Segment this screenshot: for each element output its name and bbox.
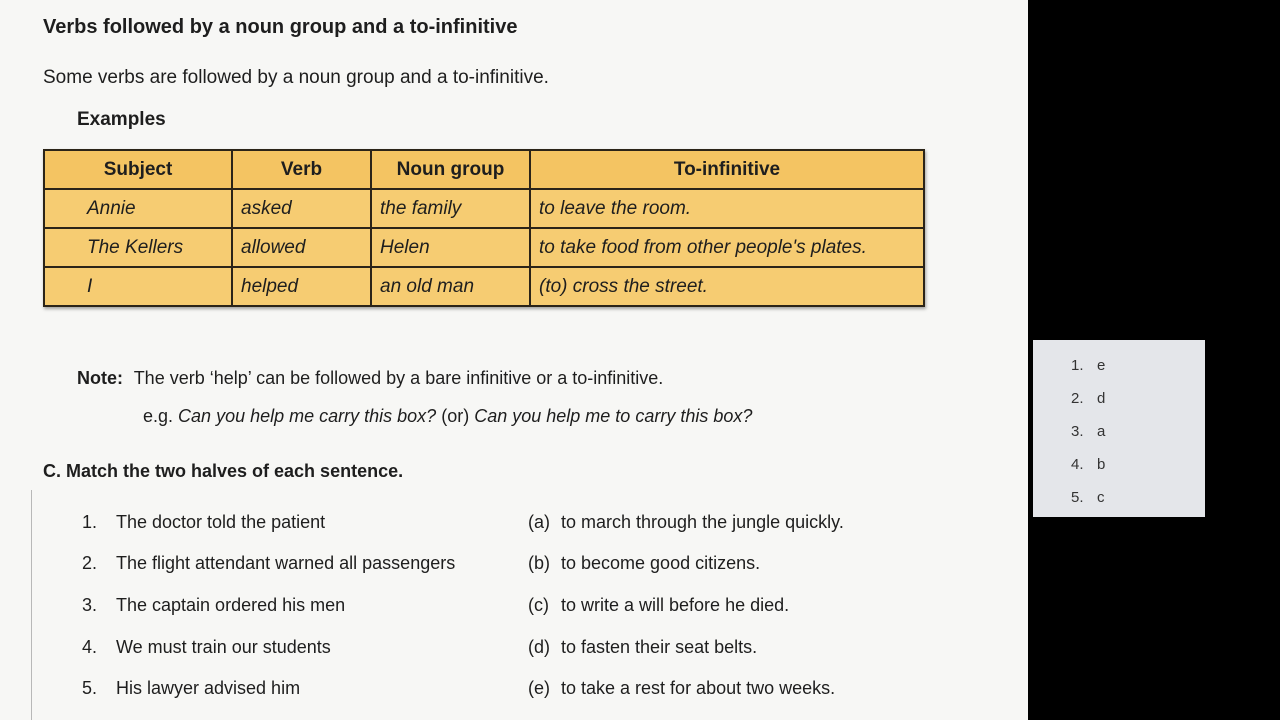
match-row bbox=[0, 553, 1028, 583]
header-verb: Verb bbox=[232, 150, 371, 189]
eg-or: (or) bbox=[441, 406, 470, 426]
cell-subject: Annie bbox=[44, 189, 232, 228]
answer-number: 1. bbox=[1071, 357, 1084, 374]
answer-letter: c bbox=[1097, 489, 1105, 506]
match-row bbox=[0, 595, 1028, 625]
right-half: to march through the jungle quickly. bbox=[561, 512, 844, 532]
intro-text: Some verbs are followed by a noun group and a to-infinitive. bbox=[43, 67, 549, 88]
right-half: to fasten their seat belts. bbox=[561, 637, 758, 657]
cell-to-infinitive: to leave the room. bbox=[530, 189, 924, 228]
answer-number: 5. bbox=[1071, 489, 1084, 506]
cell-verb: allowed bbox=[232, 228, 371, 267]
note-text: The verb ‘help’ can be followed by a bare infinitive or a to-infinitive. bbox=[133, 368, 664, 388]
left-number: 3. bbox=[82, 595, 98, 615]
header-subject: Subject bbox=[44, 150, 232, 189]
cell-to-infinitive: (to) cross the street. bbox=[530, 267, 924, 306]
note-label: Note: bbox=[77, 368, 123, 388]
left-number: 2. bbox=[82, 553, 98, 573]
right-letter: (d) bbox=[528, 637, 550, 657]
right-half: to take a rest for about two weeks. bbox=[561, 678, 836, 698]
answer-letter: e bbox=[1097, 357, 1106, 374]
table-header-row bbox=[44, 150, 924, 189]
right-letter: (c) bbox=[528, 595, 549, 615]
answer-number: 3. bbox=[1071, 423, 1084, 440]
right-letter: (b) bbox=[528, 553, 550, 573]
answer-item bbox=[1071, 390, 1105, 407]
right-half: to write a will before he died. bbox=[561, 595, 790, 615]
match-row bbox=[0, 678, 1028, 708]
left-half: We must train our students bbox=[116, 637, 331, 657]
header-noun-group: Noun group bbox=[371, 150, 530, 189]
answer-key-panel bbox=[1033, 340, 1205, 517]
left-half: The doctor told the patient bbox=[116, 512, 326, 532]
table-row bbox=[44, 267, 924, 306]
section-c-heading: C. Match the two halves of each sentence. bbox=[43, 461, 404, 481]
eg-sentence-1: Can you help me carry this box? bbox=[178, 406, 437, 426]
cell-verb: helped bbox=[232, 267, 371, 306]
right-letter: (e) bbox=[528, 678, 550, 698]
examples-table bbox=[43, 149, 925, 307]
note-example bbox=[143, 406, 752, 427]
section-title: Verbs followed by a noun group and a to-infinitive bbox=[43, 16, 518, 38]
answer-letter: d bbox=[1097, 390, 1106, 407]
table-row bbox=[44, 189, 924, 228]
answer-number: 4. bbox=[1071, 456, 1084, 473]
cell-subject: The Kellers bbox=[44, 228, 232, 267]
answer-item bbox=[1071, 423, 1105, 440]
answer-number: 2. bbox=[1071, 390, 1084, 407]
answer-letter: b bbox=[1097, 456, 1106, 473]
eg-sentence-2: Can you help me to carry this box? bbox=[474, 406, 753, 426]
right-letter: (a) bbox=[528, 512, 550, 532]
left-half: The captain ordered his men bbox=[116, 595, 346, 615]
answer-item bbox=[1071, 357, 1105, 374]
header-to-infinitive: To-infinitive bbox=[530, 150, 924, 189]
examples-label: Examples bbox=[77, 109, 166, 130]
cell-noun-group: Helen bbox=[371, 228, 530, 267]
left-half: His lawyer advised him bbox=[116, 678, 301, 698]
answer-item bbox=[1071, 489, 1105, 506]
eg-prefix: e.g. bbox=[143, 406, 174, 426]
cell-verb: asked bbox=[232, 189, 371, 228]
cell-subject: I bbox=[44, 267, 232, 306]
cell-noun-group: an old man bbox=[371, 267, 530, 306]
left-half: The flight attendant warned all passengers bbox=[116, 553, 456, 573]
note bbox=[77, 368, 663, 389]
left-number: 4. bbox=[82, 637, 98, 657]
table-row bbox=[44, 228, 924, 267]
left-number: 1. bbox=[82, 512, 98, 532]
right-half: to become good citizens. bbox=[561, 553, 761, 573]
left-number: 5. bbox=[82, 678, 98, 698]
match-row bbox=[0, 512, 1028, 542]
answer-letter: a bbox=[1097, 423, 1106, 440]
cell-to-infinitive: to take food from other people's plates. bbox=[530, 228, 924, 267]
match-row bbox=[0, 637, 1028, 667]
answer-item bbox=[1071, 456, 1105, 473]
cell-noun-group: the family bbox=[371, 189, 530, 228]
